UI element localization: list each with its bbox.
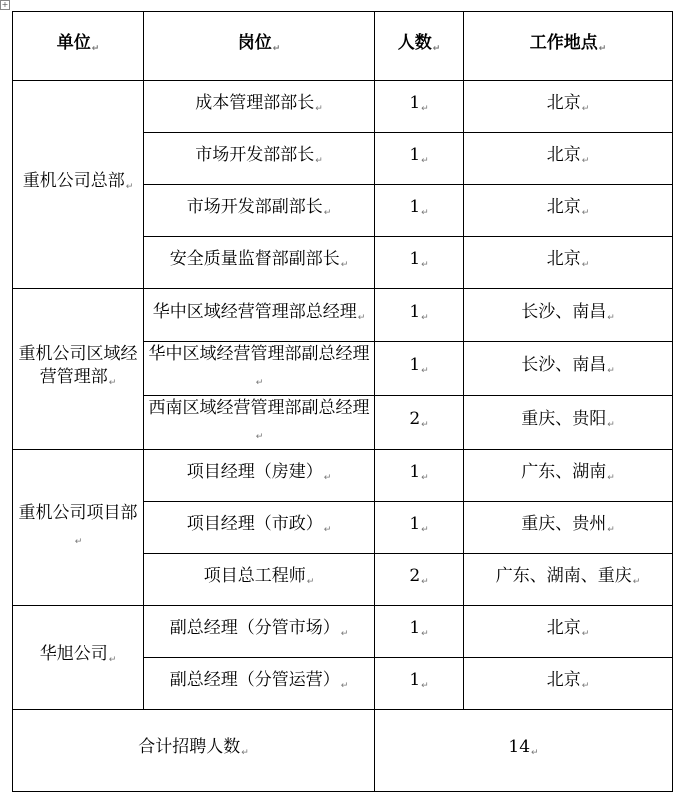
position-cell: 市场开发部部长 ↵: [144, 133, 375, 185]
unit-cell: 重机公司项目部 ↵: [13, 450, 144, 606]
location-cell: 长沙、南昌 ↵: [464, 289, 673, 342]
position-cell: 副总经理（分管市场） ↵: [144, 606, 375, 658]
count-cell: 1 ↵: [375, 81, 464, 133]
count-cell: 1 ↵: [375, 342, 464, 396]
count-cell: 1 ↵: [375, 606, 464, 658]
location-cell: 北京 ↵: [464, 237, 673, 289]
count-cell: 1 ↵: [375, 289, 464, 342]
count-cell: 1 ↵: [375, 185, 464, 237]
position-cell: 项目总工程师 ↵: [144, 554, 375, 606]
position-cell: 西南区域经营管理部副总经理 ↵: [144, 396, 375, 450]
count-cell: 1 ↵: [375, 133, 464, 185]
table-header-row: [13, 12, 673, 81]
location-cell: 北京 ↵: [464, 606, 673, 658]
table-row: [13, 289, 673, 342]
location-cell: 北京 ↵: [464, 133, 673, 185]
header-unit: 单位 ↵: [13, 12, 144, 81]
count-cell: 1 ↵: [375, 450, 464, 502]
unit-cell: 华旭公司 ↵: [13, 606, 144, 710]
location-cell: 长沙、南昌 ↵: [464, 342, 673, 396]
unit-cell: 重机公司总部 ↵: [13, 81, 144, 289]
location-cell: 重庆、贵州 ↵: [464, 502, 673, 554]
header-position: 岗位 ↵: [144, 12, 375, 81]
position-cell: 成本管理部部长 ↵: [144, 81, 375, 133]
position-cell: 安全质量监督部副部长 ↵: [144, 237, 375, 289]
position-cell: 华中区域经营管理部总经理 ↵: [144, 289, 375, 342]
recruitment-table: [12, 11, 673, 792]
position-cell: 项目经理（市政） ↵: [144, 502, 375, 554]
total-value: 14 ↵: [375, 710, 673, 792]
location-cell: 北京 ↵: [464, 658, 673, 710]
location-cell: 北京 ↵: [464, 81, 673, 133]
total-label: 合计招聘人数 ↵: [13, 710, 375, 792]
location-cell: 北京 ↵: [464, 185, 673, 237]
table-row: [13, 81, 673, 133]
table-row: [13, 606, 673, 658]
count-cell: 1 ↵: [375, 502, 464, 554]
header-location: 工作地点 ↵: [464, 12, 673, 81]
table-row: [13, 450, 673, 502]
header-count: 人数 ↵: [375, 12, 464, 81]
count-cell: 2 ↵: [375, 554, 464, 606]
count-cell: 1 ↵: [375, 658, 464, 710]
total-row: [13, 710, 673, 792]
count-cell: 1 ↵: [375, 237, 464, 289]
location-cell: 广东、湖南 ↵: [464, 450, 673, 502]
position-cell: 华中区域经营管理部副总经理 ↵: [144, 342, 375, 396]
position-cell: 副总经理（分管运营） ↵: [144, 658, 375, 710]
position-cell: 市场开发部副部长 ↵: [144, 185, 375, 237]
location-cell: 广东、湖南、重庆 ↵: [464, 554, 673, 606]
position-cell: 项目经理（房建） ↵: [144, 450, 375, 502]
unit-cell: 重机公司区域经营管理部 ↵: [13, 289, 144, 450]
count-cell: 2 ↵: [375, 396, 464, 450]
location-cell: 重庆、贵阳 ↵: [464, 396, 673, 450]
table-move-handle-icon[interactable]: +: [1, 0, 9, 9]
